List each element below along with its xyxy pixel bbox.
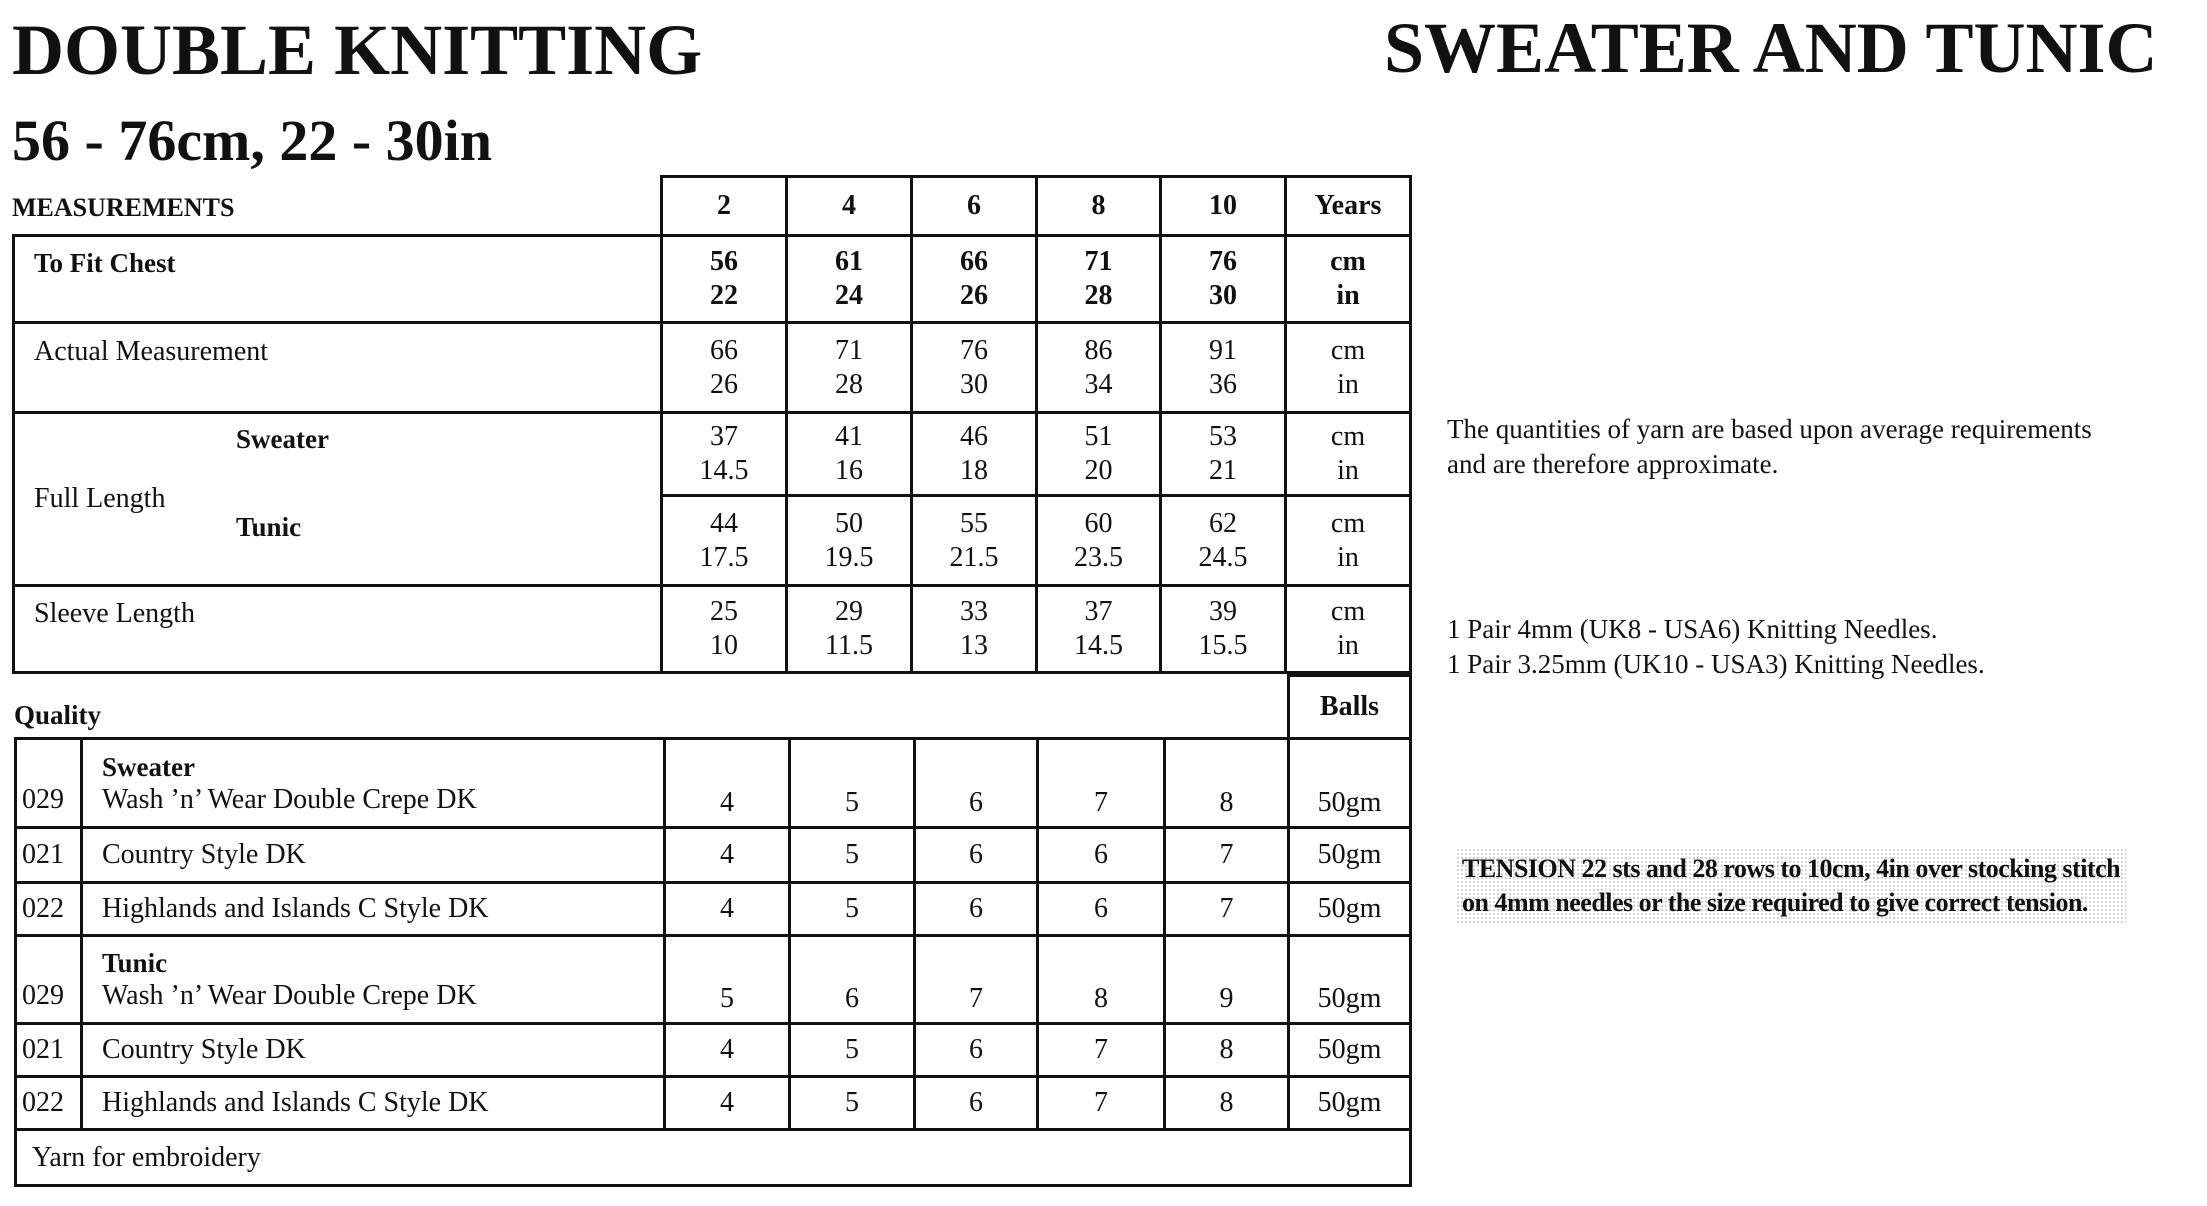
row-label-tunic: Tunic <box>236 512 302 542</box>
quality-balls-cell: 7 <box>1094 1034 1108 1065</box>
quality-yarn-name: Wash ’n’ Wear Double Crepe DK <box>102 784 477 815</box>
quality-yarn-name: Highlands and Islands C Style DK <box>102 893 489 924</box>
quality-balls-cell: 8 <box>1219 1034 1234 1065</box>
quality-balls-cell: 8 <box>1219 1087 1234 1118</box>
quality-unit-cell: 50gm <box>1317 1087 1382 1118</box>
quality-balls-cell: 7 <box>1219 839 1234 870</box>
quality-yarn-name: Wash ’n’ Wear Double Crepe DK <box>102 980 477 1011</box>
quality-code: 022 <box>22 1087 64 1118</box>
actual-cell: 66 26 <box>710 334 738 400</box>
chest-cell: 66 26 <box>960 246 988 311</box>
quality-balls-cell: 7 <box>1094 1087 1108 1118</box>
quality-balls-cell: 6 <box>1094 893 1108 924</box>
quality-balls-cell: 7 <box>1219 893 1234 924</box>
embroidery-label: Yarn for embroidery <box>32 1142 261 1173</box>
tunic-length-cell: 62 24.5 <box>1198 507 1248 573</box>
quality-balls-cell: 4 <box>720 787 734 818</box>
quality-balls-cell: 4 <box>720 893 734 924</box>
size-col-10: 10 <box>1209 190 1237 221</box>
sleeve-length-cell: 39 15.5 <box>1198 596 1248 661</box>
size-col-4: 4 <box>842 190 856 221</box>
years-header: Years <box>1314 190 1382 221</box>
quality-balls-cell: 5 <box>845 1034 859 1065</box>
row-label-actual-measurement: Actual Measurement <box>34 336 269 367</box>
quality-balls-cell: 7 <box>969 983 983 1014</box>
quality-yarn-name: Country Style DK <box>102 1034 306 1065</box>
size-col-8: 8 <box>1091 190 1106 221</box>
sweater-length-cell: 41 16 <box>835 421 863 486</box>
quality-balls-cell: 4 <box>720 1087 734 1118</box>
tunic-length-cell: 50 19.5 <box>824 507 874 573</box>
quality-group-label-tunic: Tunic <box>102 948 168 978</box>
sleeve-length-cell: 29 11.5 <box>825 596 873 661</box>
chest-cell: 71 28 <box>1084 246 1113 311</box>
sweater-length-cell: 37 14.5 <box>699 421 749 486</box>
quality-balls-cell: 6 <box>845 983 859 1014</box>
quality-balls-cell: 6 <box>969 893 983 924</box>
quality-balls-cell: 6 <box>969 1034 983 1065</box>
balls-header: Balls <box>1319 691 1380 722</box>
quality-unit-cell: 50gm <box>1317 839 1382 870</box>
sleeve-length-cell: 33 13 <box>960 596 988 661</box>
tunic-length-cell: 44 17.5 <box>699 507 749 573</box>
quality-unit-cell: 50gm <box>1317 983 1382 1014</box>
tunic-length-cell: 55 21.5 <box>949 507 999 573</box>
quality-balls-cell: 5 <box>845 893 859 924</box>
yarn-note: The quantities of yarn are based upon average requirements and are therefore approximate. <box>1447 414 2092 479</box>
sweater-length-cell: 46 18 <box>960 421 988 486</box>
quality-unit-cell: 50gm <box>1317 787 1382 818</box>
size-col-6: 6 <box>967 190 981 221</box>
quality-unit-cell: 50gm <box>1317 1034 1382 1065</box>
sleeve-length-unit-cell: cm in <box>1330 596 1366 661</box>
quality-code: 029 <box>22 784 64 815</box>
needles-note: 1 Pair 4mm (UK8 - USA6) Knitting Needles. 1 Pair 3.25mm (UK10 - USA3) Knitting Needles. <box>1447 614 1985 679</box>
chest-cell: 61 24 <box>835 246 863 311</box>
actual-cell: 76 30 <box>960 334 988 400</box>
sleeve-length-cell: 37 14.5 <box>1074 596 1123 661</box>
quality-balls-cell: 5 <box>720 983 734 1014</box>
quality-yarn-name: Country Style DK <box>102 839 306 870</box>
chest-unit-cell: cm in <box>1330 246 1366 311</box>
quality-balls-cell: 7 <box>1094 787 1108 818</box>
chest-cell: 76 30 <box>1209 246 1237 311</box>
quality-group-label-sweater: Sweater <box>102 752 195 782</box>
row-label-full-length: Full Length <box>34 483 166 514</box>
quality-balls-cell: 6 <box>969 1087 983 1118</box>
actual-cell: 71 28 <box>835 334 863 400</box>
quality-balls-cell: 8 <box>1094 983 1108 1014</box>
quality-balls-cell: 6 <box>969 839 983 870</box>
quality-balls-cell: 9 <box>1219 983 1234 1014</box>
quality-balls-cell: 6 <box>969 787 983 818</box>
quality-code: 029 <box>22 980 64 1011</box>
size-col-2: 2 <box>717 190 731 221</box>
row-label-sleeve-length: Sleeve Length <box>34 598 195 629</box>
actual-unit-cell: cm in <box>1330 334 1366 400</box>
row-label-sweater: Sweater <box>236 424 329 454</box>
sweater-length-cell: 51 20 <box>1084 421 1113 486</box>
row-label-to-fit-chest: To Fit Chest <box>34 248 176 278</box>
sweater-length-cell: 53 21 <box>1209 421 1237 486</box>
sweater-length-unit-cell: cm in <box>1330 421 1366 486</box>
quality-heading: Quality <box>14 700 102 730</box>
quality-balls-cell: 5 <box>845 839 859 870</box>
sleeve-length-cell: 25 10 <box>710 596 738 661</box>
quality-code: 022 <box>22 893 64 924</box>
quality-code: 021 <box>22 839 64 870</box>
right-title: SWEATER AND TUNIC <box>1384 8 2158 88</box>
quality-unit-cell: 50gm <box>1317 893 1382 924</box>
quality-balls-cell: 4 <box>720 839 734 870</box>
actual-cell: 86 34 <box>1084 334 1113 400</box>
quality-balls-cell: 5 <box>845 787 859 818</box>
quality-code: 021 <box>22 1034 64 1065</box>
quality-balls-cell: 6 <box>1094 839 1108 870</box>
tunic-length-unit-cell: cm in <box>1330 507 1366 573</box>
size-range: 56 - 76cm, 22 - 30in <box>12 108 493 173</box>
chest-cell: 56 22 <box>710 246 738 311</box>
quality-balls-cell: 8 <box>1219 787 1234 818</box>
left-title: DOUBLE KNITTING <box>12 10 703 90</box>
quality-yarn-name: Highlands and Islands C Style DK <box>102 1087 489 1118</box>
tunic-length-cell: 60 23.5 <box>1074 507 1123 573</box>
measurements-heading: MEASUREMENTS <box>12 193 235 222</box>
quality-balls-cell: 4 <box>720 1034 734 1065</box>
tension-note: TENSION 22 sts and 28 rows to 10cm, 4in over stocking stitch on 4mm needles or the size required to give correct tension. <box>1456 848 2126 924</box>
quality-balls-cell: 5 <box>845 1087 859 1118</box>
actual-cell: 91 36 <box>1209 334 1237 400</box>
